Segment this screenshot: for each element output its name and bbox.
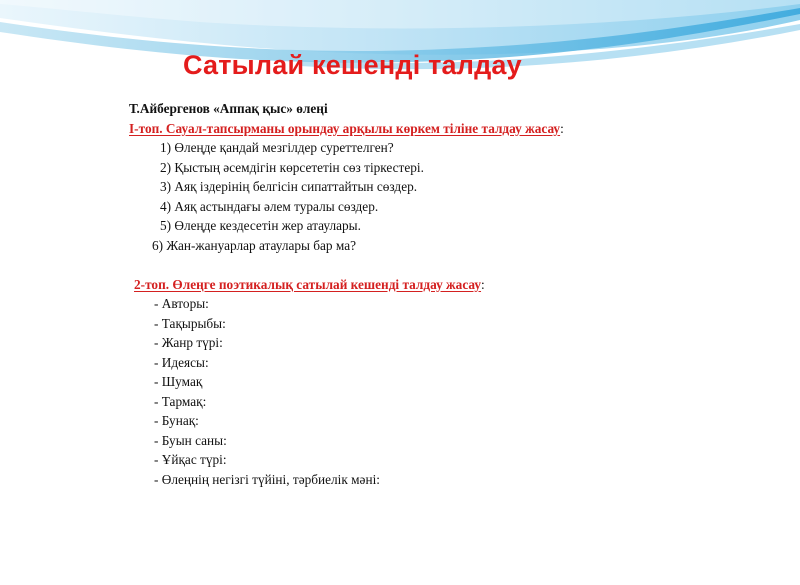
- group2-item: - Өлеңнің негізгі түйіні, тәрбиелік мәні:: [154, 471, 380, 487]
- group1-item: 6) Жан-жануарлар атаулары бар ма?: [152, 237, 357, 253]
- author-line: Т.Айбергенов «Аппақ қыс» өлеңі: [129, 101, 328, 116]
- group2-item: - Ұйқас түрі:: [154, 452, 227, 467]
- group2-item: - Буын саны:: [154, 432, 227, 448]
- group2-item: - Авторы:: [154, 296, 209, 311]
- group2-heading-text: 2-топ. Өлеңге поэтикалық сатылай кешенді талдау жасау: [134, 276, 482, 292]
- spacer: [129, 255, 564, 275]
- group1-heading-text: І-топ. Сауал-тапсырманы орындау арқылы көркем тіліне талдау жасау: [129, 120, 561, 136]
- group1-item: 1) Өлеңде қандай мезгілдер суреттелген?: [160, 140, 394, 155]
- group2-item: - Шумақ: [154, 374, 203, 389]
- group1-heading: [129, 119, 564, 139]
- group2-heading: [129, 275, 564, 295]
- slide-content: [129, 99, 564, 489]
- group2-item: - Тақырыбы:: [154, 315, 226, 331]
- slide-title: Сатылай кешенді талдау: [183, 50, 522, 80]
- group1-item: 3) Аяқ іздерінің белгісін сипаттайтын сөздер.: [160, 179, 418, 194]
- group1-item: 2) Қыстың әсемдігін көрсететін сөз тіркестері.: [160, 159, 424, 175]
- group2-item: - Тармақ:: [154, 393, 207, 409]
- group2-item: - Жанр түрі:: [154, 335, 223, 350]
- group1-item: 4) Аяқ астындағы әлем туралы сөздер.: [160, 198, 379, 214]
- group2-heading-colon: :: [481, 276, 485, 292]
- group2-item: - Бунақ:: [154, 413, 199, 428]
- group1-heading-colon: :: [560, 120, 564, 136]
- group1-item: 5) Өлеңде кездесетін жер атаулары.: [160, 218, 361, 233]
- group2-item: - Идеясы:: [154, 354, 209, 370]
